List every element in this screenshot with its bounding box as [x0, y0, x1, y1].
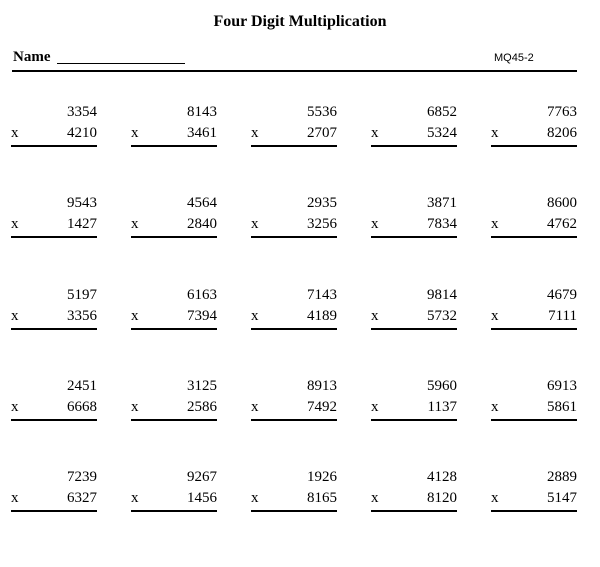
multiplicand: 1926: [307, 469, 337, 485]
multiplicand: 9543: [67, 195, 97, 211]
multiplication-problem: [11, 286, 97, 332]
multiply-sign: x: [491, 308, 499, 324]
name-label: Name: [13, 49, 51, 65]
multiply-sign: x: [371, 399, 379, 415]
multiplicand: 9267: [187, 469, 217, 485]
multiplicand: 3125: [187, 378, 217, 394]
answer-line: [251, 328, 337, 330]
worksheet-title: Four Digit Multiplication: [213, 13, 387, 30]
multiplier: 1456: [187, 490, 217, 506]
multiplier: 1137: [427, 399, 457, 415]
multiplication-problem: [131, 286, 217, 332]
multiply-sign: x: [131, 490, 139, 506]
answer-line: [11, 510, 97, 512]
answer-line: [131, 419, 217, 421]
answer-line: [11, 419, 97, 421]
multiplicand: 2889: [547, 469, 577, 485]
multiplication-problem: [251, 194, 337, 240]
answer-line: [251, 236, 337, 238]
answer-line: [491, 510, 577, 512]
answer-line: [131, 236, 217, 238]
multiplier: 2586: [187, 399, 217, 415]
multiplicand: 2935: [307, 195, 337, 211]
multiplier: 4189: [307, 308, 337, 324]
multiplier: 2840: [187, 216, 217, 232]
multiply-sign: x: [251, 308, 259, 324]
multiplication-problem: [131, 103, 217, 149]
multiplier: 5147: [547, 490, 577, 506]
multiplication-problem: [371, 103, 457, 149]
multiplicand: 8600: [547, 195, 577, 211]
multiplication-problem: [491, 103, 577, 149]
answer-line: [371, 236, 457, 238]
answer-line: [131, 328, 217, 330]
multiplicand: 7763: [547, 104, 577, 120]
multiplicand: 4679: [547, 287, 577, 303]
multiplication-problem: [131, 377, 217, 423]
multiplier: 4210: [67, 125, 97, 141]
multiplier: 8206: [547, 125, 577, 141]
multiply-sign: x: [11, 125, 19, 141]
multiplicand: 4564: [187, 195, 217, 211]
answer-line: [371, 510, 457, 512]
multiply-sign: x: [131, 125, 139, 141]
multiplicand: 3871: [427, 195, 457, 211]
multiplicand: 2451: [67, 378, 97, 394]
answer-line: [371, 419, 457, 421]
multiplication-problem: [11, 468, 97, 514]
answer-line: [11, 236, 97, 238]
answer-line: [491, 419, 577, 421]
multiply-sign: x: [491, 216, 499, 232]
answer-line: [491, 328, 577, 330]
multiplier: 4762: [547, 216, 577, 232]
multiplication-problem: [131, 194, 217, 240]
multiplier: 7492: [307, 399, 337, 415]
multiplier: 3256: [307, 216, 337, 232]
multiply-sign: x: [11, 399, 19, 415]
multiplicand: 9814: [427, 287, 457, 303]
multiplication-problem: [11, 377, 97, 423]
multiplicand: 6913: [547, 378, 577, 394]
answer-line: [491, 145, 577, 147]
multiplier: 7111: [548, 308, 577, 324]
multiply-sign: x: [491, 399, 499, 415]
multiplicand: 6163: [187, 287, 217, 303]
answer-line: [491, 236, 577, 238]
multiplicand: 7239: [67, 469, 97, 485]
multiplier: 7394: [187, 308, 217, 324]
multiplicand: 5197: [67, 287, 97, 303]
multiplication-problem: [11, 194, 97, 240]
multiplication-problem: [371, 194, 457, 240]
multiplication-problem: [491, 194, 577, 240]
answer-line: [11, 328, 97, 330]
multiplier: 5861: [547, 399, 577, 415]
multiplier: 6668: [67, 399, 97, 415]
multiply-sign: x: [371, 490, 379, 506]
multiply-sign: x: [131, 216, 139, 232]
multiplier: 7834: [427, 216, 457, 232]
multiplication-problem: [131, 468, 217, 514]
multiply-sign: x: [251, 399, 259, 415]
multiplier: 3356: [67, 308, 97, 324]
answer-line: [371, 328, 457, 330]
multiply-sign: x: [491, 125, 499, 141]
multiplicand: 3354: [67, 104, 97, 120]
multiplicand: 8913: [307, 378, 337, 394]
multiplication-problem: [491, 468, 577, 514]
multiplier: 5732: [427, 308, 457, 324]
multiply-sign: x: [371, 125, 379, 141]
multiply-sign: x: [251, 490, 259, 506]
multiplication-problem: [251, 377, 337, 423]
multiply-sign: x: [371, 216, 379, 232]
multiply-sign: x: [491, 490, 499, 506]
multiplier: 5324: [427, 125, 457, 141]
answer-line: [371, 145, 457, 147]
multiplication-problem: [371, 468, 457, 514]
multiplicand: 5536: [307, 104, 337, 120]
answer-line: [131, 145, 217, 147]
multiplication-problem: [11, 103, 97, 149]
answer-line: [251, 419, 337, 421]
multiply-sign: x: [251, 125, 259, 141]
multiplier: 2707: [307, 125, 337, 141]
multiply-sign: x: [11, 490, 19, 506]
multiplication-problem: [491, 286, 577, 332]
answer-line: [131, 510, 217, 512]
answer-line: [251, 510, 337, 512]
multiply-sign: x: [11, 308, 19, 324]
multiplication-problem: [371, 377, 457, 423]
multiplier: 8120: [427, 490, 457, 506]
multiplication-problem: [251, 103, 337, 149]
multiply-sign: x: [131, 308, 139, 324]
worksheet-code: MQ45-2: [494, 52, 534, 64]
multiplicand: 8143: [187, 104, 217, 120]
multiplicand: 7143: [307, 287, 337, 303]
multiplication-problem: [371, 286, 457, 332]
multiply-sign: x: [131, 399, 139, 415]
multiplier: 1427: [67, 216, 97, 232]
multiplication-problem: [491, 377, 577, 423]
multiplicand: 6852: [427, 104, 457, 120]
multiply-sign: x: [251, 216, 259, 232]
multiplier: 3461: [187, 125, 217, 141]
multiplication-problem: [251, 468, 337, 514]
answer-line: [11, 145, 97, 147]
multiply-sign: x: [11, 216, 19, 232]
multiplier: 6327: [67, 490, 97, 506]
multiplication-problem: [251, 286, 337, 332]
multiply-sign: x: [371, 308, 379, 324]
multiplicand: 4128: [427, 469, 457, 485]
answer-line: [251, 145, 337, 147]
multiplier: 8165: [307, 490, 337, 506]
multiplicand: 5960: [427, 378, 457, 394]
